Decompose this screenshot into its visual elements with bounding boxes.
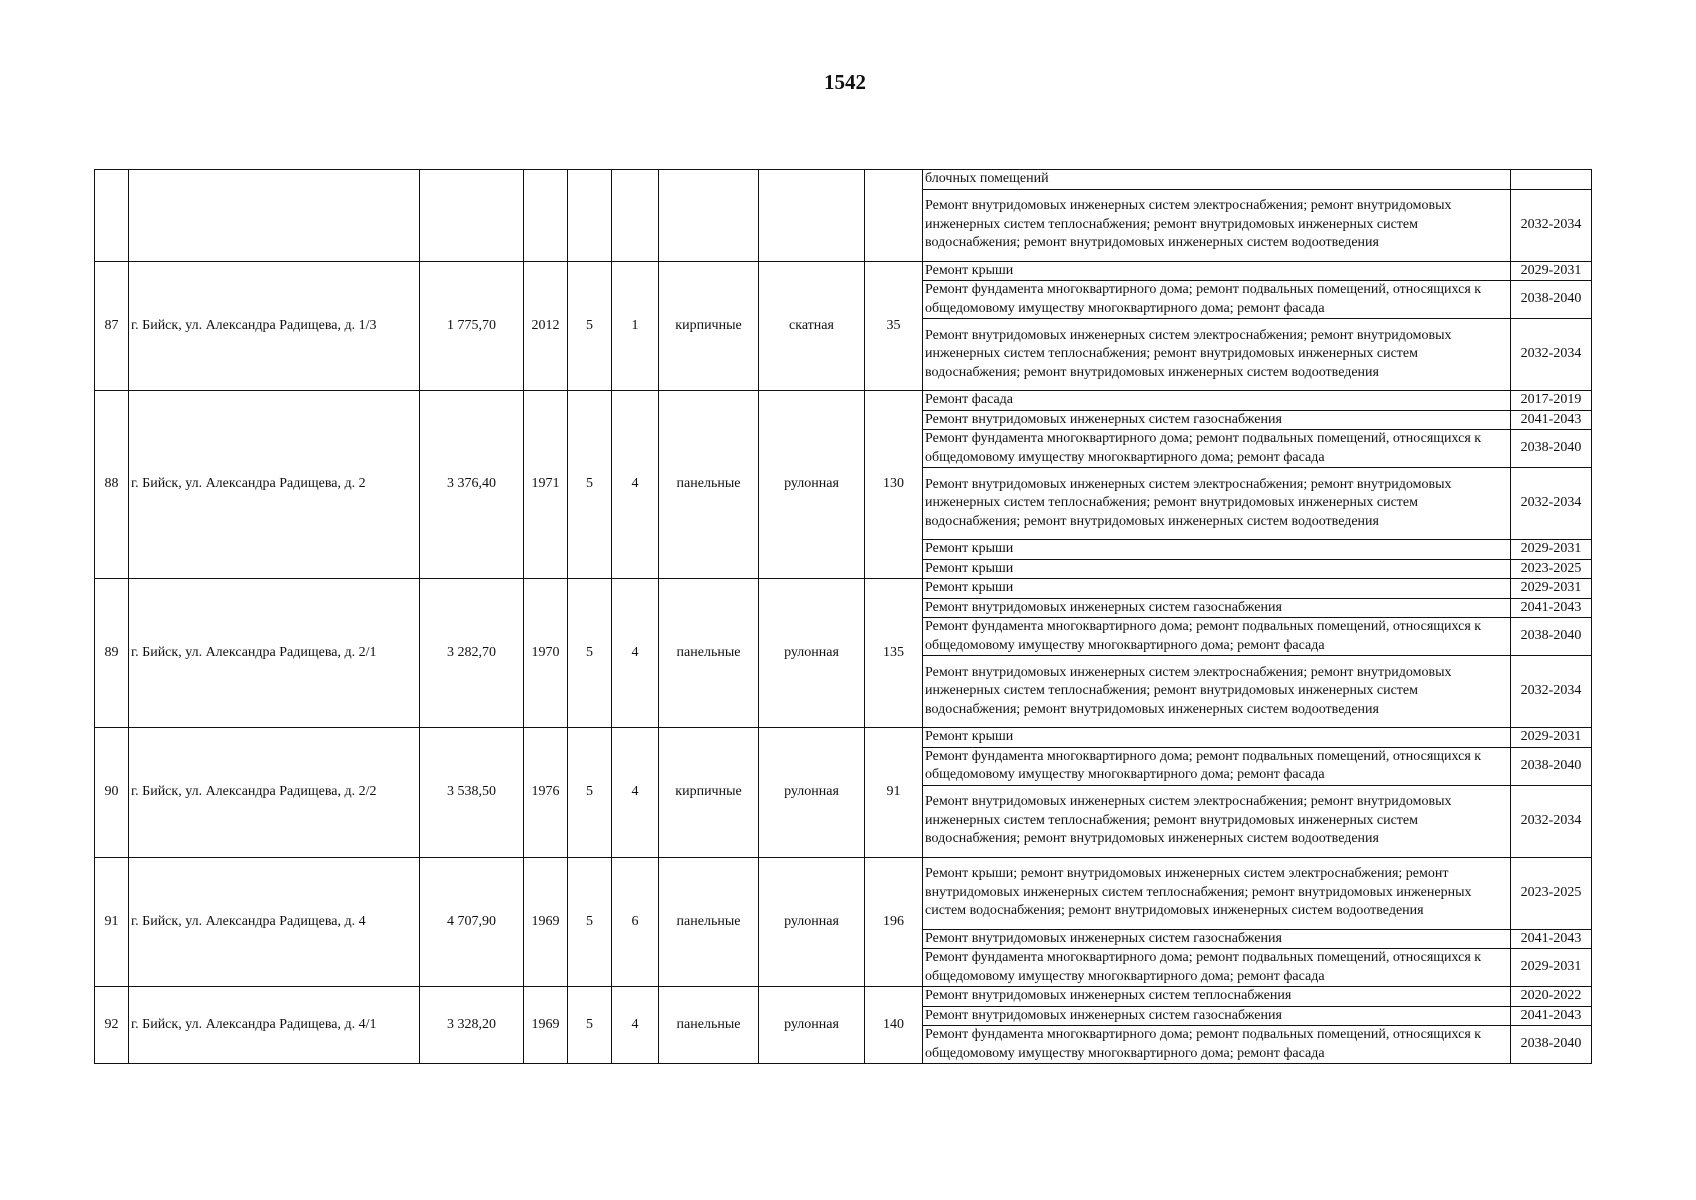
- work-description: Ремонт крыши: [923, 559, 1511, 579]
- empty-cell: [568, 170, 612, 262]
- residents-count: 140: [865, 987, 923, 1064]
- entrances-count: 4: [612, 728, 659, 858]
- floors-count: 5: [568, 579, 612, 728]
- work-description: Ремонт внутридомовых инженерных систем электроснабжения; ремонт внутридомовых инженерных систем теплоснабжения; ремонт внутридомовых инженерных систем водоснабжения; ремонт внутридомовых инженерных систем водоотведения: [923, 656, 1511, 728]
- work-description: Ремонт фундамента многоквартирного дома; ремонт подвальных помещений, относящихся к общедомовому имуществу многоквартирного дома; ремонт фасада: [923, 281, 1511, 319]
- work-description: Ремонт крыши; ремонт внутридомовых инженерных систем электроснабжения; ремонт внутридомовых инженерных систем теплоснабжения; ремонт внутридомовых инженерных систем водоснабжения; ремонт внутридомовых инженерных систем водоотведения: [923, 857, 1511, 929]
- wall-material: панельные: [659, 857, 759, 987]
- residents-count: 91: [865, 728, 923, 858]
- building-address: г. Бийск, ул. Александра Радищева, д. 2/2: [129, 728, 420, 858]
- building-address: г. Бийск, ул. Александра Радищева, д. 2/1: [129, 579, 420, 728]
- roof-type: рулонная: [759, 391, 865, 579]
- table-row: [95, 391, 1592, 411]
- construction-year: 1976: [524, 728, 568, 858]
- work-description: Ремонт крыши: [923, 579, 1511, 599]
- work-description: Ремонт внутридомовых инженерных систем газоснабжения: [923, 598, 1511, 618]
- empty-cell: [129, 170, 420, 262]
- table-row: [95, 728, 1592, 748]
- building-address: г. Бийск, ул. Александра Радищева, д. 4/1: [129, 987, 420, 1064]
- work-period: 2041-2043: [1511, 598, 1592, 618]
- work-description: Ремонт крыши: [923, 261, 1511, 281]
- work-period: 2029-2031: [1511, 949, 1592, 987]
- wall-material: панельные: [659, 579, 759, 728]
- empty-cell: [659, 170, 759, 262]
- work-description: Ремонт фасада: [923, 391, 1511, 411]
- roof-type: рулонная: [759, 579, 865, 728]
- work-period: [1511, 170, 1592, 190]
- work-period: 2041-2043: [1511, 929, 1592, 949]
- row-number: 91: [95, 857, 129, 987]
- residents-count: 35: [865, 261, 923, 391]
- work-description: Ремонт фундамента многоквартирного дома; ремонт подвальных помещений, относящихся к общедомовому имуществу многоквартирного дома; ремонт фасада: [923, 949, 1511, 987]
- entrances-count: 4: [612, 987, 659, 1064]
- roof-type: рулонная: [759, 728, 865, 858]
- table-row: [95, 987, 1592, 1007]
- residents-count: 135: [865, 579, 923, 728]
- building-area: 3 538,50: [420, 728, 524, 858]
- work-period: 2029-2031: [1511, 579, 1592, 599]
- work-period: 2023-2025: [1511, 559, 1592, 579]
- work-description: Ремонт внутридомовых инженерных систем электроснабжения; ремонт внутридомовых инженерных систем теплоснабжения; ремонт внутридомовых инженерных систем водоснабжения; ремонт внутридомовых инженерных систем водоотведения: [923, 189, 1511, 261]
- roof-type: скатная: [759, 261, 865, 391]
- work-period: 2032-2034: [1511, 656, 1592, 728]
- table-row: [95, 261, 1592, 281]
- work-period: 2023-2025: [1511, 857, 1592, 929]
- work-description: блочных помещений: [923, 170, 1511, 190]
- wall-material: кирпичные: [659, 728, 759, 858]
- empty-cell: [524, 170, 568, 262]
- construction-year: 1971: [524, 391, 568, 579]
- work-description: Ремонт внутридомовых инженерных систем электроснабжения; ремонт внутридомовых инженерных систем теплоснабжения; ремонт внутридомовых инженерных систем водоснабжения; ремонт внутридомовых инженерных систем водоотведения: [923, 468, 1511, 540]
- work-period: 2032-2034: [1511, 468, 1592, 540]
- building-address: г. Бийск, ул. Александра Радищева, д. 1/3: [129, 261, 420, 391]
- building-address: г. Бийск, ул. Александра Радищева, д. 2: [129, 391, 420, 579]
- table-row: [95, 579, 1592, 599]
- work-period: 2029-2031: [1511, 540, 1592, 560]
- construction-year: 2012: [524, 261, 568, 391]
- work-description: Ремонт внутридомовых инженерных систем газоснабжения: [923, 1006, 1511, 1026]
- page-number: 1542: [824, 70, 866, 94]
- work-period: 2032-2034: [1511, 189, 1592, 261]
- empty-cell: [95, 170, 129, 262]
- work-period: 2038-2040: [1511, 1026, 1592, 1064]
- entrances-count: 1: [612, 261, 659, 391]
- roof-type: рулонная: [759, 987, 865, 1064]
- floors-count: 5: [568, 728, 612, 858]
- wall-material: панельные: [659, 987, 759, 1064]
- roof-type: рулонная: [759, 857, 865, 987]
- construction-year: 1969: [524, 987, 568, 1064]
- entrances-count: 4: [612, 579, 659, 728]
- construction-year: 1970: [524, 579, 568, 728]
- work-period: 2017-2019: [1511, 391, 1592, 411]
- row-number: 87: [95, 261, 129, 391]
- work-period: 2038-2040: [1511, 618, 1592, 656]
- floors-count: 5: [568, 857, 612, 987]
- repair-schedule-table: [94, 169, 1592, 1064]
- row-number: 90: [95, 728, 129, 858]
- empty-cell: [420, 170, 524, 262]
- work-description: Ремонт внутридомовых инженерных систем газоснабжения: [923, 410, 1511, 430]
- row-number: 88: [95, 391, 129, 579]
- empty-cell: [759, 170, 865, 262]
- work-description: Ремонт фундамента многоквартирного дома; ремонт подвальных помещений, относящихся к общедомовому имуществу многоквартирного дома; ремонт фасада: [923, 1026, 1511, 1064]
- work-period: 2038-2040: [1511, 281, 1592, 319]
- building-area: 3 328,20: [420, 987, 524, 1064]
- construction-year: 1969: [524, 857, 568, 987]
- residents-count: 130: [865, 391, 923, 579]
- table-row: [95, 170, 1592, 190]
- work-description: Ремонт крыши: [923, 540, 1511, 560]
- table-row: [95, 857, 1592, 929]
- floors-count: 5: [568, 391, 612, 579]
- floors-count: 5: [568, 987, 612, 1064]
- building-area: 4 707,90: [420, 857, 524, 987]
- residents-count: 196: [865, 857, 923, 987]
- empty-cell: [865, 170, 923, 262]
- wall-material: панельные: [659, 391, 759, 579]
- work-description: Ремонт внутридомовых инженерных систем электроснабжения; ремонт внутридомовых инженерных систем теплоснабжения; ремонт внутридомовых инженерных систем водоснабжения; ремонт внутридомовых инженерных систем водоотведения: [923, 319, 1511, 391]
- work-description: Ремонт фундамента многоквартирного дома; ремонт подвальных помещений, относящихся к общедомовому имуществу многоквартирного дома; ремонт фасада: [923, 430, 1511, 468]
- entrances-count: 4: [612, 391, 659, 579]
- work-description: Ремонт внутридомовых инженерных систем электроснабжения; ремонт внутридомовых инженерных систем теплоснабжения; ремонт внутридомовых инженерных систем водоснабжения; ремонт внутридомовых инженерных систем водоотведения: [923, 785, 1511, 857]
- row-number: 92: [95, 987, 129, 1064]
- work-period: 2020-2022: [1511, 987, 1592, 1007]
- building-area: 1 775,70: [420, 261, 524, 391]
- building-area: 3 376,40: [420, 391, 524, 579]
- building-address: г. Бийск, ул. Александра Радищева, д. 4: [129, 857, 420, 987]
- work-period: 2038-2040: [1511, 430, 1592, 468]
- work-description: Ремонт крыши: [923, 728, 1511, 748]
- work-period: 2032-2034: [1511, 785, 1592, 857]
- work-period: 2041-2043: [1511, 1006, 1592, 1026]
- empty-cell: [612, 170, 659, 262]
- work-description: Ремонт внутридомовых инженерных систем газоснабжения: [923, 929, 1511, 949]
- work-period: 2032-2034: [1511, 319, 1592, 391]
- work-description: Ремонт фундамента многоквартирного дома; ремонт подвальных помещений, относящихся к общедомовому имуществу многоквартирного дома; ремонт фасада: [923, 747, 1511, 785]
- work-period: 2029-2031: [1511, 261, 1592, 281]
- work-description: Ремонт внутридомовых инженерных систем теплоснабжения: [923, 987, 1511, 1007]
- work-period: 2029-2031: [1511, 728, 1592, 748]
- row-number: 89: [95, 579, 129, 728]
- building-area: 3 282,70: [420, 579, 524, 728]
- work-period: 2041-2043: [1511, 410, 1592, 430]
- floors-count: 5: [568, 261, 612, 391]
- work-period: 2038-2040: [1511, 747, 1592, 785]
- entrances-count: 6: [612, 857, 659, 987]
- wall-material: кирпичные: [659, 261, 759, 391]
- work-description: Ремонт фундамента многоквартирного дома; ремонт подвальных помещений, относящихся к общедомовому имуществу многоквартирного дома; ремонт фасада: [923, 618, 1511, 656]
